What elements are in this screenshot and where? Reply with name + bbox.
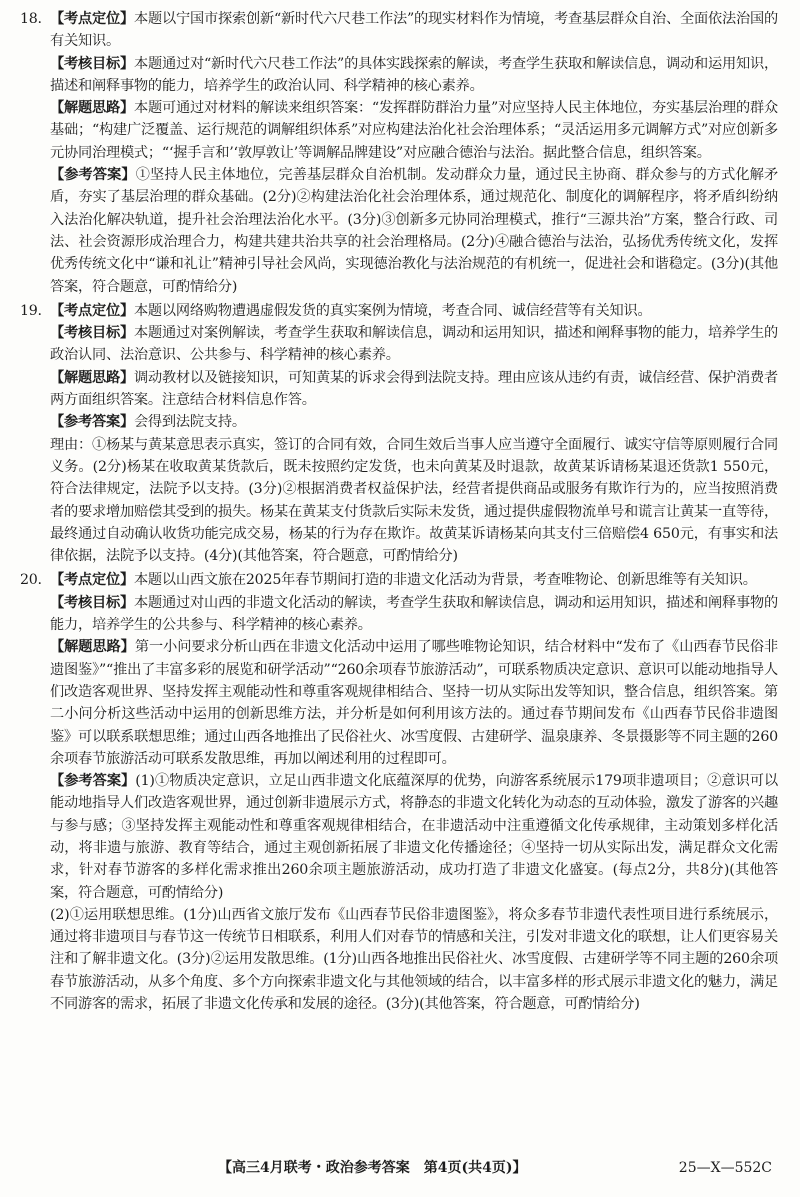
answer-paragraph xyxy=(50,411,778,433)
answer-paragraph xyxy=(50,434,778,568)
answer-paragraph xyxy=(50,97,778,164)
section-text: 本题可通过对材料的解读来组织答案：“发挥群防群治力量”对应坚持人民主体地位，夯实基层治理的群众基础；“构建广泛覆盖、运行规范的调解组织体系”对应构建法治化社会治理体系；“灵活运用多元调解方式”对应创新多元协同治理模式；“‘握手言和’‘敦厚敦让’等调解品牌建设”对应融合德治与法治。据此整合信息，组织答案。 xyxy=(50,100,778,161)
answer-paragraph xyxy=(50,164,778,298)
section-text: 本题以网络购物遭遇虚假发货的真实案例为情境，考查合同、诚信经营等有关知识。 xyxy=(133,302,652,319)
section-text: 第一小问要求分析山西在非遗文化活动中运用了哪些唯物论知识，结合材料中“发布了《山西春节民俗非遗图鉴》”“推出了丰富多彩的展览和研学活动”“260余项春节旅游活动”，可联系物质决定意识、意识可以能动地指导人们改造客观世界、坚持发挥主观能动性和尊重客观规律相结合、坚持一切从实际出发等知识，整合信息，组织答案。第二小问分析这些活动中运用的创新思维方法，并分析是如何利用该方法的。通过春节期间发布《山西春节民俗非遗图鉴》可以联系联想思维；通过山西各地推出了民俗社火、冰雪度假、古建研学、温泉康养、冬景摄影等不同主题的260余项春节旅游活动可联系发散思维，再加以阐述利用的过程即可。 xyxy=(50,639,778,767)
section-label: 【考点定位】 xyxy=(50,302,134,319)
question-block xyxy=(20,569,778,1015)
section-label: 【参考答案】 xyxy=(50,414,134,431)
section-text: 会得到法院支持。 xyxy=(133,414,246,431)
section-label: 【考点定位】 xyxy=(50,11,134,27)
answer-paragraph xyxy=(50,636,778,770)
question-number: 19. xyxy=(20,302,42,319)
question-block xyxy=(20,300,778,568)
answer-paragraph xyxy=(50,300,778,322)
footer-code: 25—X—552C xyxy=(678,1160,772,1176)
section-text: ①坚持人民主体地位，完善基层群众自治机制。发动群众力量，通过民主协商、群众参与的方式化解矛盾，夯实了基层治理的群众基础。(2分)②构建法治化社会治理体系，通过规范化、制度化的调解程序，将矛盾纠纷纳入法治化解决轨道，提升社会治理法治化水平。(3分)③创新多元协同治理模式，推行“三源共治”方案，整合行政、司法、社会资源形成治理合力，构建共建共治共享的社会治理格局。(2分)④融合德治与法治，弘扬优秀传统文化，发挥优秀传统文化中“谦和礼让”精神引导社会风尚，实现德治教化与法治规范的有机统一，促进社会和谐稳定。(3分)(其他答案，符合题意，可酌情给分) xyxy=(50,167,778,295)
question-number: 18. xyxy=(20,11,42,27)
answer-paragraph xyxy=(50,592,778,637)
section-label: 【参考答案】 xyxy=(50,167,136,184)
question-body xyxy=(50,569,778,1015)
section-label: 【解题思路】 xyxy=(50,100,134,117)
question-number: 20. xyxy=(20,572,42,589)
section-text: 本题通过对“新时代六尺巷工作法”的具体实践探索的解读，考查学生获取和解读信息，调动和运用知识，描述和阐释事物的能力，培养学生的政治认同、科学精神的核心素养。 xyxy=(50,55,778,94)
section-label: 【解题思路】 xyxy=(50,369,134,386)
section-label: 【考核目标】 xyxy=(50,594,134,611)
section-text: 本题以宁国市探索创新“新时代六尺巷工作法”的现实材料作为情境，考查基层群众自治、全面依法治国的有关知识。 xyxy=(50,11,778,50)
answer-paragraph xyxy=(50,367,778,412)
answer-paragraph xyxy=(50,569,778,591)
section-label: 【考核目标】 xyxy=(50,55,134,72)
section-text: (2)①运用联想思维。(1分)山西省文旅厅发布《山西春节民俗非遗图鉴》，将众多春节非遗代表性项目进行系统展示，通过将非遗项目与春节这一传统节日相联系，利用人们对春节的情感和关注，引发对非遗文化的联想，让人们更容易关注和了解非遗文化。(3分)②运用发散思维。(1分)山西各地推出民俗社火、冰雪度假、古建研学等不同主题的260余项春节旅游活动，从多个角度、多个方向探索非遗文化与其他领域的结合，以丰富多样的形式展示非遗文化的魅力，满足不同游客的需求，拓展了非遗文化传承和发展的途径。(3分)(其他答案，符合题意，可酌情给分) xyxy=(50,906,778,1013)
answer-paragraph xyxy=(50,53,778,98)
section-text: 本题以山西文旅在2025年春节期间打造的非遗文化活动为背景，考查唯物论、创新思维等有关知识。 xyxy=(133,572,757,589)
answer-paragraph xyxy=(50,904,778,1015)
questions-list xyxy=(20,8,778,1015)
section-text: (1)①物质决定意识，立足山西非遗文化底蕴深厚的优势，向游客系统展示179项非遗项目；②意识可以能动地指导人们改造客观世界，通过创新非遗展示方式，将静态的非遗文化转化为动态的互动体验，激发了游客的兴趣与参与感；③坚持发挥主观能动性和尊重客观规律相结合，在非遗活动中注重遵循文化传承规律，主动策划多样化活动，将非遗与旅游、教育等结合，通过主观创新拓展了非遗文化传播途径；④坚持一切从实际出发，满足群众文化需求，针对春节游客的多样化需求推出260余项主题旅游活动，成功打造了非遗文化盛宴。(每点2分，共8分)(其他答案，符合题意，可酌情给分) xyxy=(50,773,778,901)
answer-paragraph xyxy=(50,322,778,367)
section-label: 【参考答案】 xyxy=(50,773,136,790)
answer-paragraph xyxy=(50,8,778,53)
section-label: 【考点定位】 xyxy=(50,572,134,589)
question-block xyxy=(20,8,778,298)
question-body xyxy=(50,300,778,568)
question-body xyxy=(50,8,778,298)
section-text: 本题通过对山西的非遗文化活动的解读，考查学生获取和解读信息，调动和运用知识，描述和阐释事物的能力，培养学生的公共参与、科学精神的核心素养。 xyxy=(50,594,778,634)
section-text: 理由：①杨某与黄某意思表示真实，签订的合同有效，合同生效后当事人应当遵守全面履行、诚实守信等原则履行合同义务。(2分)杨某在收取黄某货款后，既未按照约定发货，也未向黄某及时退款，故黄某诉请杨某退还货款1 550元，符合法律规定，法院予以支持。(3分)②根据消费者权益保护法，经营者提供商品或服务有欺诈行为的，应当按照消费者的要求增加赔偿其受到的损失。杨某在黄某支付货款后实际未发货，通过提供虚假物流单号和谎言让黄某一直等待，最终通过自动确认收货功能完成交易，杨某的行为存在欺诈。故黄某诉请杨某向其支付三倍赔偿4 650元，有事实和法律依据，法院予以支持。(4分)(其他答案，符合题意，可酌情给分) xyxy=(50,436,778,565)
section-label: 【考核目标】 xyxy=(50,325,134,342)
section-text: 调动教材以及链接知识，可知黄某的诉求会得到法院支持。理由应该从违约有责，诚信经营、保护消费者两方面组织答案。注意结合材料信息作答。 xyxy=(50,369,778,409)
answer-paragraph xyxy=(50,770,778,904)
section-label: 【解题思路】 xyxy=(50,639,135,656)
footer-title: 【高三4月联考・政治参考答案 第4页(共4页)】 xyxy=(218,1160,527,1176)
section-text: 本题通过对案例解读，考查学生获取和解读信息，调动和运用知识，描述和阐释事物的能力，培养学生的政治认同、法治意识、公共参与、科学精神的核心素养。 xyxy=(50,325,778,364)
